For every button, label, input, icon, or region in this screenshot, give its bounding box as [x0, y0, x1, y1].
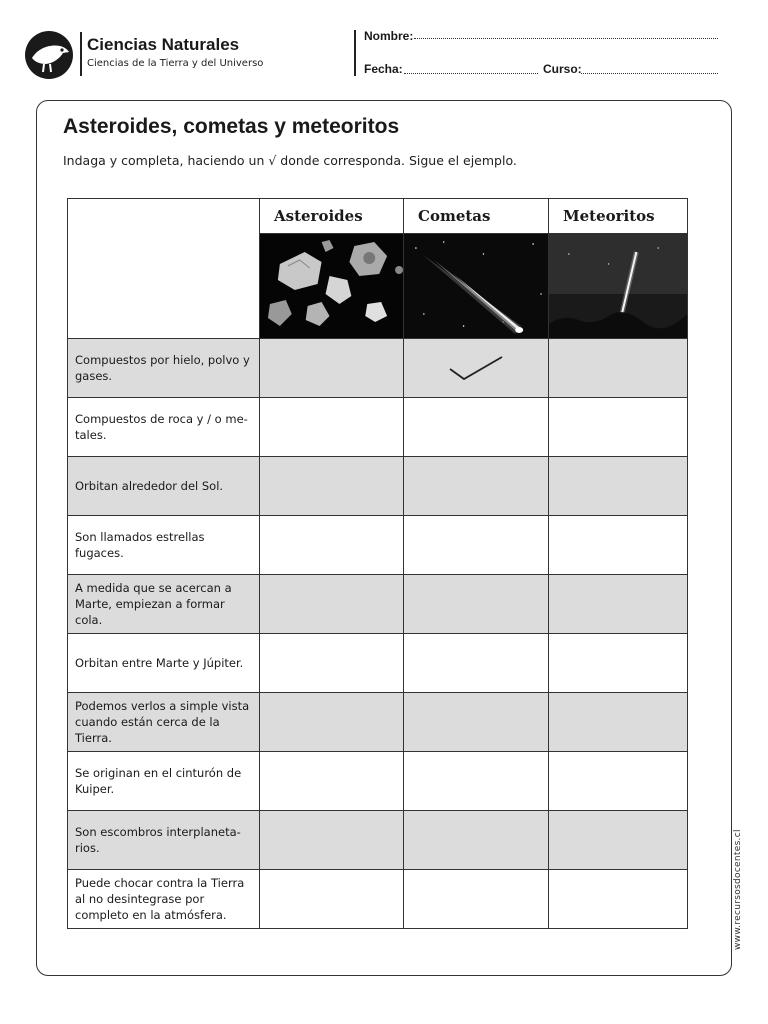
worksheet-instruction: Indaga y completa, haciendo un √ donde corresponda. Sigue el ejemplo. — [63, 153, 517, 168]
answer-cell[interactable] — [549, 752, 688, 811]
col-header-meteoritos: Meteoritos — [549, 199, 688, 234]
side-url: www.recursosdocentes.cl — [733, 829, 743, 950]
table-row — [68, 575, 688, 634]
name-field[interactable] — [414, 38, 718, 39]
row-statement: Orbitan entre Marte y Júpiter. — [68, 634, 260, 693]
row-statement: Son llamados estrellas fugaces. — [68, 516, 260, 575]
answer-cell[interactable] — [549, 693, 688, 752]
name-label: Nombre: — [364, 29, 414, 43]
answer-cell[interactable] — [260, 575, 404, 634]
row-statement: Son escombros interplaneta-rios. — [68, 811, 260, 870]
brand-subtitle: Ciencias de la Tierra y del Universo — [87, 58, 264, 69]
answer-cell[interactable] — [549, 575, 688, 634]
answer-cell[interactable] — [549, 457, 688, 516]
answer-cell[interactable] — [549, 870, 688, 929]
table-row — [68, 811, 688, 870]
answer-cell[interactable] — [404, 398, 549, 457]
checkmark-icon — [446, 351, 506, 385]
table-row — [68, 870, 688, 929]
answer-cell[interactable] — [260, 634, 404, 693]
brand-divider — [80, 32, 82, 76]
answer-cell[interactable] — [260, 870, 404, 929]
answer-cell[interactable] — [260, 457, 404, 516]
answer-cell[interactable] — [260, 752, 404, 811]
answer-cell[interactable] — [404, 457, 549, 516]
answer-cell[interactable] — [549, 634, 688, 693]
asteroids-image — [260, 234, 404, 339]
answer-cell[interactable] — [404, 811, 549, 870]
table-row — [68, 752, 688, 811]
row-statement: A medida que se acercan a Marte, empiezan a formar cola. — [68, 575, 260, 634]
table-row — [68, 693, 688, 752]
date-field[interactable] — [404, 73, 538, 74]
row-statement: Compuestos por hielo, polvo y gases. — [68, 339, 260, 398]
table-row — [68, 516, 688, 575]
bird-logo-icon — [24, 30, 74, 80]
row-statement: Orbitan alrededor del Sol. — [68, 457, 260, 516]
answer-cell[interactable] — [549, 811, 688, 870]
meteor-image — [549, 234, 688, 339]
answer-cell[interactable] — [260, 811, 404, 870]
worksheet-title: Asteroides, cometas y meteoritos — [63, 115, 400, 138]
answer-cell[interactable] — [260, 339, 404, 398]
answer-cell[interactable] — [404, 870, 549, 929]
answer-cell[interactable] — [549, 398, 688, 457]
table-row — [68, 398, 688, 457]
table-row — [68, 634, 688, 693]
empty-corner-cell — [68, 199, 260, 339]
row-statement: Compuestos de roca y / o me-tales. — [68, 398, 260, 457]
answer-cell[interactable] — [404, 634, 549, 693]
answer-cell[interactable] — [260, 516, 404, 575]
col-header-cometas: Cometas — [404, 199, 549, 234]
table-row — [68, 339, 688, 398]
row-statement: Podemos verlos a simple vista cuando están cerca de la Tierra. — [68, 693, 260, 752]
answer-cell[interactable] — [404, 339, 549, 398]
answer-cell[interactable] — [549, 516, 688, 575]
row-statement: Puede chocar contra la Tierra al no desintegrase por completo en la atmósfera. — [68, 870, 260, 929]
answer-cell[interactable] — [404, 752, 549, 811]
form-divider — [354, 30, 356, 76]
answer-cell[interactable] — [404, 575, 549, 634]
col-header-asteroides: Asteroides — [260, 199, 404, 234]
row-statement: Se originan en el cinturón de Kuiper. — [68, 752, 260, 811]
answer-cell[interactable] — [404, 516, 549, 575]
answer-cell[interactable] — [260, 693, 404, 752]
brand-title: Ciencias Naturales — [87, 35, 240, 54]
comparison-table — [67, 198, 688, 929]
comet-image — [404, 234, 549, 339]
answer-cell[interactable] — [404, 693, 549, 752]
date-label: Fecha: — [364, 62, 403, 76]
table-row — [68, 457, 688, 516]
answer-cell[interactable] — [260, 398, 404, 457]
answer-cell[interactable] — [549, 339, 688, 398]
course-label: Curso: — [543, 62, 582, 76]
course-field[interactable] — [581, 73, 718, 74]
